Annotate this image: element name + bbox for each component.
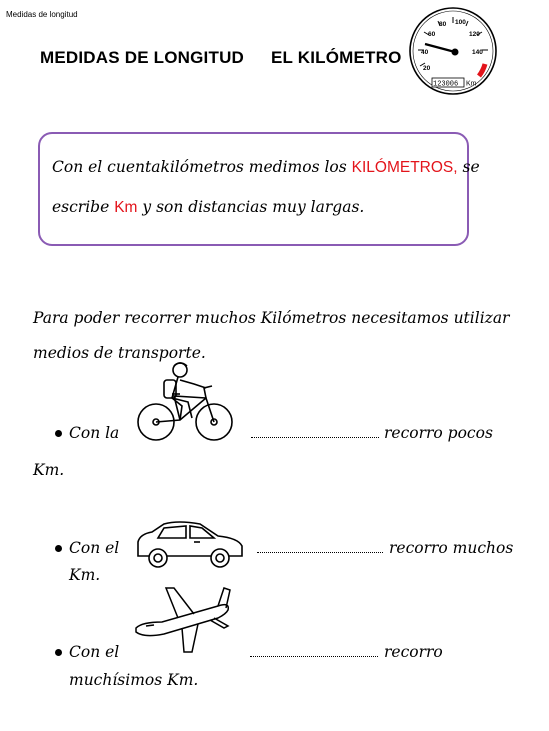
definition-box — [38, 132, 469, 246]
definition-line-2 — [52, 198, 364, 217]
intro-line-1: Para poder recorrer muchos Kilómetros necesitamos utilizar — [33, 309, 510, 327]
item-2-lead: Con el — [69, 539, 120, 557]
definition-text: Con el cuentakilómetros medimos los — [52, 158, 352, 176]
intro-line-2: medios de transporte. — [33, 344, 206, 362]
item-1-continuation: Km. — [33, 461, 65, 479]
item-3-lead: Con el — [69, 643, 120, 661]
answer-blank-2[interactable] — [257, 542, 383, 553]
definition-line-1 — [52, 158, 480, 177]
definition-text: se — [457, 158, 480, 176]
tick-label: 120 — [469, 31, 480, 38]
odometer-value: 123006 — [433, 80, 459, 89]
definition-text: escribe — [52, 198, 115, 216]
tick-label: 80 — [439, 21, 447, 28]
title-left: MEDIDAS DE LONGITUD — [40, 48, 245, 67]
bicycle-icon — [136, 358, 236, 444]
definition-text: y son distancias muy largas. — [137, 198, 365, 216]
title-right: EL KILÓMETRO — [271, 48, 402, 67]
bullet-icon — [55, 649, 62, 656]
item-1-lead: Con la — [69, 424, 120, 442]
answer-blank-3[interactable] — [250, 646, 378, 657]
bullet-icon — [55, 545, 62, 552]
item-2-tail: recorro muchos — [389, 539, 514, 557]
odometer-unit: Km — [466, 80, 477, 88]
answer-blank-1[interactable] — [251, 427, 379, 438]
bullet-icon — [55, 430, 62, 437]
item-3-continuation: muchísimos Km. — [69, 671, 199, 689]
tick-label: 140 — [472, 49, 483, 56]
car-icon — [134, 520, 246, 570]
tick-label: 40 — [421, 49, 429, 56]
definition-highlight: KILÓMETROS, — [351, 159, 458, 176]
airplane-icon — [132, 582, 234, 656]
tick-label: 60 — [428, 31, 436, 38]
tick-label: 100 — [455, 19, 466, 26]
header-small-title: Medidas de longitud — [6, 10, 78, 19]
item-2-continuation: Km. — [69, 566, 101, 584]
tick-label: 20 — [423, 65, 431, 72]
speedometer-icon — [403, 4, 503, 96]
definition-highlight: Km — [114, 199, 138, 216]
item-1-tail: recorro pocos — [384, 424, 493, 442]
item-3-tail: recorro — [384, 643, 443, 661]
